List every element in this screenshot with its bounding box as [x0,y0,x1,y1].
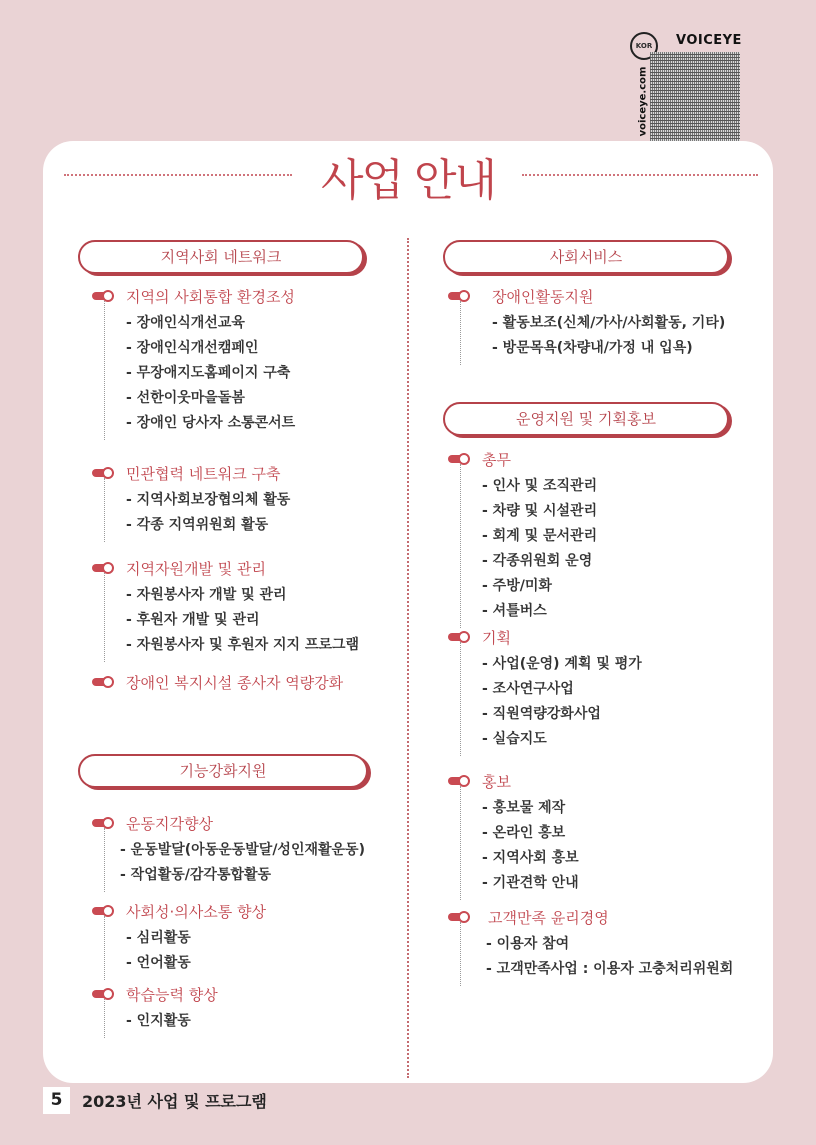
toggle-bullet-icon [448,453,470,465]
toggle-bullet-icon [92,817,114,829]
page-footer [43,1086,267,1114]
title-divider-right [522,174,758,176]
list-item: - 기관견학 안내 [482,875,579,891]
list-item: - 무장애지도홈페이지 구축 [126,365,291,381]
toggle-bullet-icon [448,631,470,643]
list-item: - 자원봉사자 및 후원자 지지 프로그램 [126,637,360,653]
list-item: - 인사 및 조직관리 [482,478,598,494]
group-connector [460,786,461,900]
list-item: - 홍보물 제작 [482,800,566,816]
group-planning [448,626,642,752]
list-item: - 온라인 홍보 [482,825,566,841]
section-header-social-service: 사회서비스 [443,240,729,274]
list-item: - 각종위원회 운영 [482,553,593,569]
group-label: 사회성·의사소통 향상 [126,902,266,921]
list-item: - 이용자 참여 [486,936,570,952]
title-area [0,142,816,206]
group-activity-support [448,285,725,361]
group-label: 기획 [482,628,511,647]
list-item: - 고객만족사업 : 이용자 고충처리위원회 [486,961,734,977]
group-resource-dev [92,557,359,658]
list-item: - 조사연구사업 [482,681,574,697]
list-item: - 인지활동 [126,1013,191,1029]
list-item: - 작업활동/감각통합활동 [120,867,272,883]
group-label: 장애인 복지시설 종사자 역량강화 [126,673,344,692]
list-item: - 사업(운영) 계획 및 평가 [482,656,642,672]
list-item: - 주방/미화 [482,578,552,594]
group-connector [104,916,105,980]
group-label: 총무 [482,450,511,469]
list-item: - 방문목욕(차량내/가정 내 입욕) [492,340,693,356]
voiceye-brand: VOICEYE [676,33,742,48]
group-social-integration [92,285,295,436]
toggle-bullet-icon [92,676,114,688]
page-title: 사업 안내 [320,155,495,206]
voiceye-site: voiceye.com [637,66,649,137]
group-label: 학습능력 향상 [126,985,218,1004]
group-connector [104,999,105,1038]
list-item: - 지역사회 홍보 [482,850,579,866]
group-general-affairs [448,448,597,624]
group-label: 민관협력 네트워크 구축 [126,464,281,483]
group-connector [460,301,461,365]
section-header-function: 기능강화지원 [78,754,368,788]
group-connector [460,922,461,986]
group-pr [448,770,579,896]
group-label: 장애인활동지원 [492,287,594,306]
toggle-bullet-icon [92,467,114,479]
group-connector [104,828,105,892]
list-item: - 후원자 개발 및 관리 [126,612,260,628]
list-item: - 운동발달(아동운동발달/성인재활운동) [120,842,365,858]
group-label: 운동지각향상 [126,814,213,833]
list-item: - 셔틀버스 [482,603,547,619]
group-learning [92,983,218,1034]
voiceye-logo-icon: KOR [630,32,658,60]
list-item: - 직원역량강화사업 [482,706,601,722]
section-header-operations: 운영지원 및 기획홍보 [443,402,729,436]
toggle-bullet-icon [448,911,470,923]
list-item: - 각종 지역위원회 활동 [126,517,269,533]
group-connector [104,573,105,662]
group-staff-capacity [92,671,343,693]
column-divider [407,238,409,1078]
list-item: - 실습지도 [482,731,547,747]
list-item: - 장애인식개선캠페인 [126,340,259,356]
voiceye-barcode [650,52,740,142]
group-connector [104,301,105,440]
list-item: - 장애인 당사자 소통콘서트 [126,415,296,431]
group-label: 지역자원개발 및 관리 [126,559,266,578]
group-customer-ethics [448,906,733,982]
list-item: - 선한이웃마을돌봄 [126,390,245,406]
group-connector [460,464,461,628]
group-label: 고객만족 윤리경영 [488,908,609,927]
list-item: - 심리활동 [126,930,191,946]
voiceye-code-block [630,30,740,142]
list-item: - 언어활동 [126,955,191,971]
group-public-private [92,462,290,538]
toggle-bullet-icon [92,905,114,917]
footer-text: 2023년 사업 및 프로그램 [82,1091,267,1111]
list-item: - 활동보조(신체/가사/사회활동, 기타) [492,315,726,331]
toggle-bullet-icon [92,290,114,302]
list-item: - 회계 및 문서관리 [482,528,598,544]
list-item: - 장애인식개선교육 [126,315,245,331]
toggle-bullet-icon [448,775,470,787]
group-label: 지역의 사회통합 환경조성 [126,287,295,306]
toggle-bullet-icon [92,988,114,1000]
page-number: 5 [43,1087,70,1114]
toggle-bullet-icon [448,290,470,302]
group-connector [104,478,105,542]
group-connector [460,642,461,756]
list-item: - 자원봉사자 개발 및 관리 [126,587,287,603]
toggle-bullet-icon [92,562,114,574]
group-motor [92,812,365,888]
list-item: - 차량 및 시설관리 [482,503,598,519]
group-label: 홍보 [482,772,511,791]
list-item: - 지역사회보장협의체 활동 [126,492,291,508]
group-social-communication [92,900,266,976]
section-header-network: 지역사회 네트워크 [78,240,364,274]
